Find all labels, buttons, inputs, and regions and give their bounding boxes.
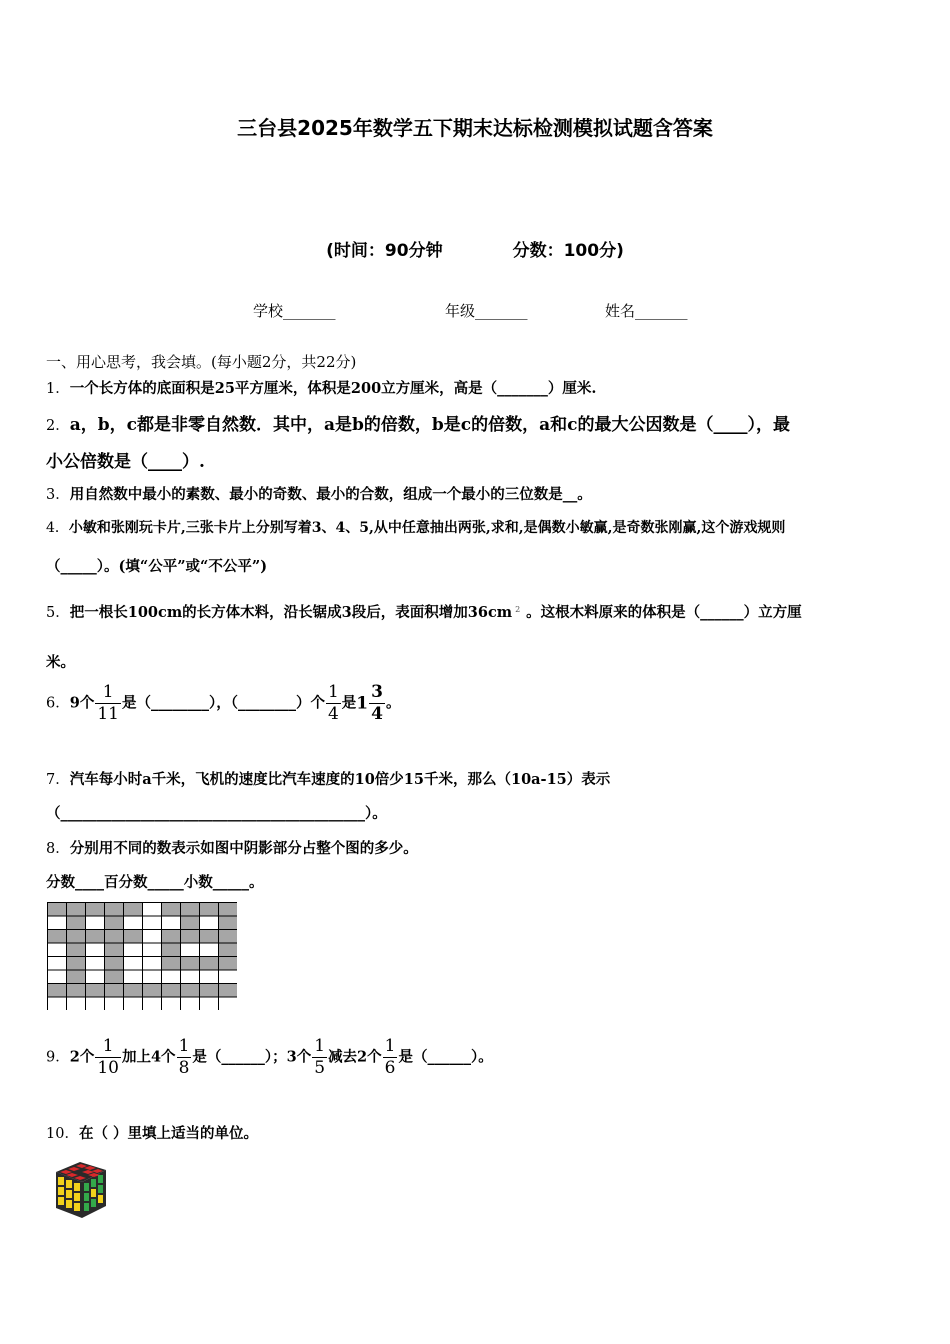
text-e: 是（______）。 [398, 1048, 493, 1066]
grid-cell-shaded [200, 903, 219, 917]
grid-cell-shaded [67, 970, 86, 984]
text-b: 是（________），（________）个 [121, 694, 325, 712]
grid-cell [48, 970, 67, 984]
question-4 [46, 517, 785, 537]
grid-cell-shaded [162, 930, 181, 944]
question-10 [46, 1122, 258, 1143]
grid-cell [181, 997, 200, 1010]
grid-cell-shaded [48, 984, 67, 998]
superscript: 2 [515, 605, 521, 614]
question-7-line2: （__________________________________________）。 [46, 805, 387, 822]
grid-cell [200, 997, 219, 1010]
grid-cell-shaded [105, 943, 124, 957]
grid-cell-shaded [200, 984, 219, 998]
grid-cell-shaded [181, 957, 200, 971]
school-field[interactable]: 学校_______ [253, 302, 336, 320]
grid-cell-shaded [181, 930, 200, 944]
grid-cell-shaded [67, 984, 86, 998]
grid-cell-shaded [219, 984, 238, 998]
grid-cell [181, 943, 200, 957]
question-number: 10． [46, 1126, 79, 1142]
grid-cell [124, 916, 143, 930]
question-number: 4． [46, 520, 69, 536]
grid-cell [67, 997, 86, 1010]
grid-cell [48, 957, 67, 971]
grid-cell [124, 943, 143, 957]
grid-cell [86, 916, 105, 930]
question-2 [46, 410, 790, 435]
question-number: 2． [46, 418, 70, 434]
question-2-line2: 小公倍数是（____）. [46, 452, 205, 472]
question-text: 一个长方体的底面积是25平方厘米，体积是200立方厘米，高是（_______）厘米. [69, 380, 597, 397]
exam-score: 分数：100分) [512, 241, 624, 261]
grid-cell [143, 916, 162, 930]
grid-cell [200, 943, 219, 957]
question-number: 6． [46, 695, 70, 712]
grid-cell-shaded [86, 984, 105, 998]
grid-cell-shaded [143, 984, 162, 998]
grid-cell-shaded [67, 916, 86, 930]
question-5 [46, 601, 802, 622]
grid-cell-shaded [181, 916, 200, 930]
question-text-line1: a，b，c都是非零自然数．其中，a是b的倍数，b是c的倍数，a和c的最大公因数是（____），最 [69, 415, 790, 435]
grid-cell-shaded [162, 984, 181, 998]
grid-svg [47, 902, 237, 1010]
grid-cell-shaded [124, 984, 143, 998]
grid-cell [48, 997, 67, 1010]
grid-cell-shaded [162, 903, 181, 917]
grid-cell-shaded [105, 970, 124, 984]
grid-cell [181, 970, 200, 984]
grid-cell [200, 916, 219, 930]
grid-cell [86, 997, 105, 1010]
grid-cell [162, 916, 181, 930]
name-field[interactable]: 姓名_______ [605, 302, 688, 320]
question-number: 7． [46, 772, 70, 788]
question-6 [46, 684, 400, 723]
grid-cell-shaded [124, 930, 143, 944]
grid-cell-shaded [86, 930, 105, 944]
text-c: 是 [341, 694, 357, 712]
grid-cell-shaded [67, 930, 86, 944]
grid-cell-shaded [181, 903, 200, 917]
grid-cell [143, 943, 162, 957]
grid-cell [143, 997, 162, 1010]
text-a: 2个 [69, 1048, 95, 1066]
grid-cell [143, 930, 162, 944]
fraction: $\frac{1}{5}$ [314, 1036, 326, 1078]
exam-time: (时间：90分钟 [326, 241, 443, 261]
grid-cell-shaded [219, 916, 238, 930]
shaded-grid-figure [47, 902, 237, 1010]
grid-cell-shaded [219, 943, 238, 957]
fraction: $\frac{1}{6}$ [384, 1036, 396, 1078]
grade-field[interactable]: 年级_______ [445, 302, 528, 320]
exam-info [0, 236, 950, 261]
grid-cell [219, 970, 238, 984]
grid-cell [86, 970, 105, 984]
grid-cell-shaded [67, 943, 86, 957]
question-text-a: 把一根长100cm的长方体木料，沿长锯成3段后，表面积增加36cm [69, 604, 513, 621]
grid-cell [200, 970, 219, 984]
grid-cell [124, 997, 143, 1010]
question-text-b: 。这根木料原来的体积是（______）立方厘 [526, 604, 802, 621]
question-1 [46, 377, 596, 398]
question-number: 9． [46, 1049, 70, 1066]
grid-cell-shaded [200, 957, 219, 971]
question-number: 5． [46, 605, 70, 621]
text-b: 加上4个 [121, 1048, 176, 1066]
grid-cell [48, 916, 67, 930]
grid-cell-shaded [67, 903, 86, 917]
grid-cell-shaded [200, 930, 219, 944]
grid-cell-shaded [124, 903, 143, 917]
text-d: 减去2个 [328, 1048, 382, 1066]
question-text: 用自然数中最小的素数、最小的奇数、最小的合数，组成一个最小的三位数是__。 [69, 486, 592, 503]
question-number: 8． [46, 841, 70, 857]
grid-cell-shaded [219, 903, 238, 917]
grid-cell [143, 957, 162, 971]
text-d: 。 [385, 694, 401, 712]
question-8-line2: 分数____百分数_____小数_____。 [46, 874, 264, 891]
grid-cell [143, 970, 162, 984]
text-a: 9个 [69, 694, 95, 712]
fraction: $\frac{1}{4}$ [327, 682, 339, 724]
question-text-line1: 分别用不同的数表示如图中阴影部分占整个图的多少。 [69, 840, 418, 857]
rubiks-cube-image [50, 1160, 112, 1220]
question-8 [46, 837, 418, 858]
fraction: $\frac{1}{10}$ [97, 1036, 119, 1078]
grid-cell-shaded [48, 903, 67, 917]
grid-cell-shaded [219, 957, 238, 971]
page-title: 三台县2025年数学五下期末达标检测模拟试题含答案 [237, 116, 713, 140]
grid-cell [86, 943, 105, 957]
grid-cell-shaded [105, 916, 124, 930]
question-9 [46, 1038, 493, 1077]
section-heading: 一、用心思考，我会填。(每小题2分，共22分) [46, 353, 357, 371]
grid-cell-shaded [105, 957, 124, 971]
question-number: 3． [46, 487, 70, 503]
grid-cell-shaded [105, 984, 124, 998]
question-text: 在（ ）里填上适当的单位。 [78, 1125, 259, 1142]
grid-cell-shaded [86, 903, 105, 917]
text-c: 是（______）；3个 [192, 1048, 312, 1066]
grid-cell [105, 997, 124, 1010]
grid-cell [48, 943, 67, 957]
question-5-line2: 米。 [46, 654, 75, 671]
question-3 [46, 483, 592, 504]
question-text-line1: 小敏和张刚玩卡片,三张卡片上分别写着3、4、5,从中任意抽出两张,求和,是偶数小敏赢,是奇数张刚赢,这个游戏规则 [68, 520, 786, 536]
question-7 [46, 768, 610, 789]
question-4-line2: （_____）。(填“公平”或“不公平”) [46, 558, 268, 575]
grid-cell-shaded [181, 984, 200, 998]
grid-cell-shaded [105, 903, 124, 917]
grid-cell-shaded [162, 943, 181, 957]
question-text-line1: 汽车每小时a千米，飞机的速度比汽车速度的10倍少15千米，那么（10a-15）表示 [69, 771, 611, 788]
grid-cell [124, 970, 143, 984]
grid-cell [162, 997, 181, 1010]
fraction: $\frac{1}{8}$ [178, 1036, 190, 1078]
grid-cell [162, 970, 181, 984]
grid-cell [124, 957, 143, 971]
grid-cell [219, 997, 238, 1010]
fraction: $\frac{1}{11}$ [97, 682, 119, 724]
grid-cell [86, 957, 105, 971]
mixed-number: 1 $\frac{3}{4}$ [356, 682, 383, 724]
grid-cell-shaded [105, 930, 124, 944]
grid-cell-shaded [162, 957, 181, 971]
grid-cell-shaded [48, 930, 67, 944]
question-number: 1． [46, 381, 70, 397]
grid-cell-shaded [219, 930, 238, 944]
grid-cell [143, 903, 162, 917]
grid-cell-shaded [67, 957, 86, 971]
